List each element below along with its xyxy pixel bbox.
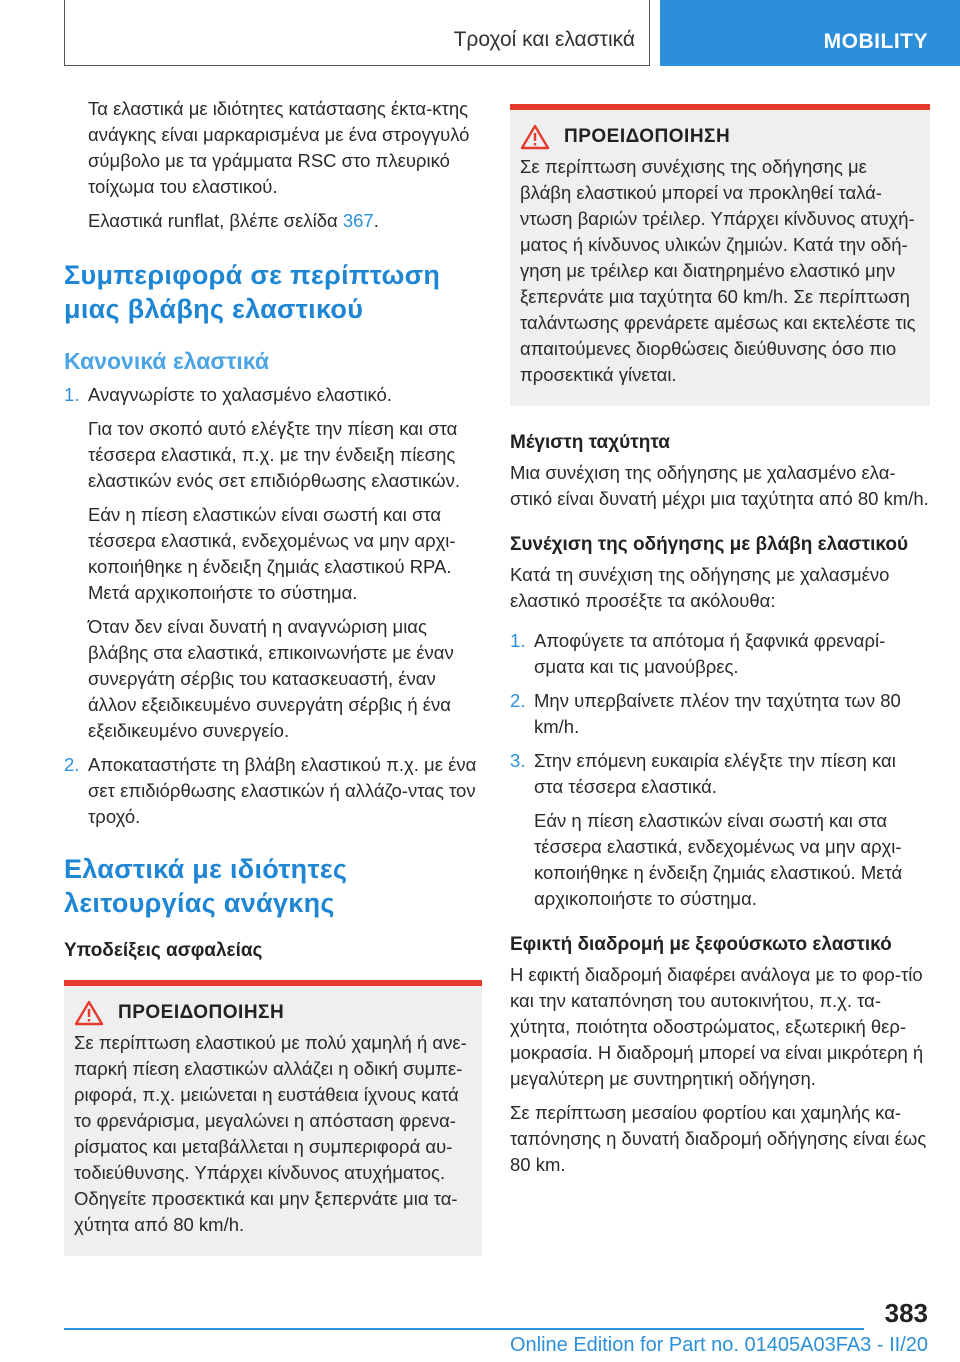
heading-range-flat-tire: Εφικτή διαδρομή με ξεφούσκωτο ελαστικό [510,934,892,955]
heading-tire-damage: Συμπεριφορά σε περίπτωση μιας βλάβης ελαστικού [64,260,441,324]
warning-title: ΠΡΟΕΙΔΟΠΟΙΗΣΗ [564,126,731,147]
page-number: 383 [884,1298,928,1328]
section-label: MOBILITY [823,30,928,53]
step-detail: Για τον σκοπό αυτό ελέγξτε την πίεση και στα τέσσερα ελαστικά, π.χ. με την ένδειξη πίεσης ελαστικών ενός σετ επιδιόρθωσης ελαστικών. [88,418,461,491]
list-item [510,688,930,740]
heading-max-speed: Μέγιστη ταχύτητα [510,432,670,453]
max-speed-text: Μια συνέχιση της οδήγησης με χαλασμένο ελα-στικό είναι δυνατή μέχρι μια ταχύτητα από 80 km/h. [510,462,929,509]
range-text-2: Σε περίπτωση μεσαίου φορτίου και χαμηλής κα-ταπόνησης η δυνατή διαδρομή οδήγησης είναι έως 80 km. [510,1102,927,1175]
list-item [64,752,482,830]
footer-divider [64,1328,864,1330]
warning-text: Σε περίπτωση ελαστικού με πολύ χαμηλή ή ανε-παρκή πίεση ελαστικών αλλάζει η οδική συμπε-ριφορά, π.χ. μειώνεται η ευστάθεια ίχνους κατά το φρενάρισμα, μεγαλώνει η απόσταση φρενα-ρίσματος και μεταβάλλεται η συμπεριφορά αυ-τοδιεύθυνσης. Υπάρχει κίνδυνος ατυχήματος. Οδηγείτε προσεκτικά και μην ξεπερνάτε μια τα-χύτητα από 80 km/h. [74,1032,467,1235]
heading-emergency-tires: Ελαστικά με ιδιότητες λειτουργίας ανάγκης [64,854,348,918]
list-item [64,382,482,744]
normal-tires-steps [64,382,482,830]
step-text: Αποφύγετε τα απότομα ή ξαφνικά φρεναρί-σματα και τις μανούβρες. [534,630,886,677]
runflat-text: Ελαστικά runflat, βλέπε σελίδα [88,210,343,231]
chapter-title: Τροχοί και ελαστικά [453,28,635,51]
warning-triangle-icon [74,1000,104,1026]
step-text: Αποκαταστήστε τη βλάβη ελαστικού π.χ. με ένα σετ επιδιόρθωσης ελαστικών ή αλλάζο-ντας τον τροχό. [88,754,477,827]
left-column [64,96,482,1256]
header-chapter-box [64,0,650,66]
rsc-intro-paragraph: Τα ελαστικά με ιδιότητες κατάστασης έκτα-κτης ανάγκης είναι μαρκαρισμένα με ένα στρογγυλό σύμβολο με τα γράμματα RSC στο πλευρικό τοίχωμα του ελαστικού. [88,98,470,197]
step-detail: Εάν η πίεση ελαστικών είναι σωστή και στα τέσσερα ελαστικά, ενδεχομένως να μην αρχι-κοποιήθηκε η ένδειξη ζημιάς ελαστικού RPA. Μετά αρχικοποιήστε το σύστημα. [88,504,456,603]
section-tab-mobility [660,0,960,66]
warning-box-left [64,980,482,1256]
warning-header [64,1000,482,1026]
heading-normal-tires: Κανονικά ελαστικά [64,348,269,374]
step-number: 3. [510,750,526,771]
warning-title: ΠΡΟΕΙΔΟΠΟΙΗΣΗ [118,1002,285,1023]
runflat-end: . [373,210,379,231]
step-number: 2. [510,690,526,711]
step-text: Μην υπερβαίνετε πλέον την ταχύτητα των 80 km/h. [534,690,901,737]
warning-content [64,986,482,1256]
warning-content [510,110,930,406]
step-number: 2. [64,754,80,775]
step-text: Στην επόμενη ευκαιρία ελέγξτε την πίεση και στα τέσσερα ελαστικά. [534,750,896,797]
footer-edition: Online Edition for Part no. 01405A03FA3 - II/20 [509,1334,928,1356]
step-detail: Όταν δεν είναι δυνατή η αναγνώριση μιας βλάβης στα ελαστικά, επικοινωνήστε με έναν συνεργάτη σέρβις του κατασκευαστή, έναν άλλον εξειδικευμένο συνεργάτη σέρβις ή ένα εξειδικευμένο συνεργείο. [88,616,454,741]
continue-driving-steps [510,628,930,912]
runflat-reference [64,208,482,234]
page-link-367[interactable]: 367 [342,210,374,231]
right-column [510,104,930,1178]
list-item [510,628,930,680]
range-text-1: Η εφικτή διαδρομή διαφέρει ανάλογα με το φορ-τίο και την καταπόνηση του αυτοκινήτου, π.χ. τα-χύτητα, ποιότητα οδοστρώματος, εξωτερική θερ-μοκρασία. Η διαδρομή μπορεί να είναι μικρότερη ή μεγαλύτερη με συντηρητική οδήγηση. [510,964,924,1089]
warning-triangle-icon [520,124,550,150]
continue-driving-text: Κατά τη συνέχιση της οδήγησης με χαλασμένο ελαστικό προσέξτε τα ακόλουθα: [510,564,890,611]
step-number: 1. [510,630,526,651]
warning-text: Σε περίπτωση συνέχισης της οδήγησης με βλάβη ελαστικού μπορεί να προκληθεί ταλά-ντωση βαριών τρέιλερ. Υπάρχει κίνδυνος ατυχή-ματος ή κίνδυνος υλικών ζημιών. Κατά την οδή-γηση με τρέιλερ και διατηρημένο ελαστικό μην ξεπερνάτε μια ταχύτητα 60 km/h. Σε περίπτωση ταλάντωσης φρενάρετε αμέσως και εκτελέστε τις απαιτούμενες διορθώσεις διεύθυνσης όσο πιο προσεκτικά γίνεται. [520,156,916,385]
warning-header [510,124,930,150]
warning-box-right [510,104,930,406]
heading-safety-notes: Υποδείξεις ασφαλείας [64,940,263,961]
step-text: Αναγνωρίστε το χαλασμένο ελαστικό. [88,384,392,405]
list-item [510,748,930,912]
heading-continue-driving: Συνέχιση της οδήγησης με βλάβη ελαστικού [510,534,909,555]
step-detail: Εάν η πίεση ελαστικών είναι σωστή και στα τέσσερα ελαστικά, ενδεχομένως να μην αρχι-κοποιήθηκε η ένδειξη ζημιάς ελαστικού. Μετά αρχικοποιήστε το σύστημα. [534,810,903,909]
step-number: 1. [64,384,80,405]
